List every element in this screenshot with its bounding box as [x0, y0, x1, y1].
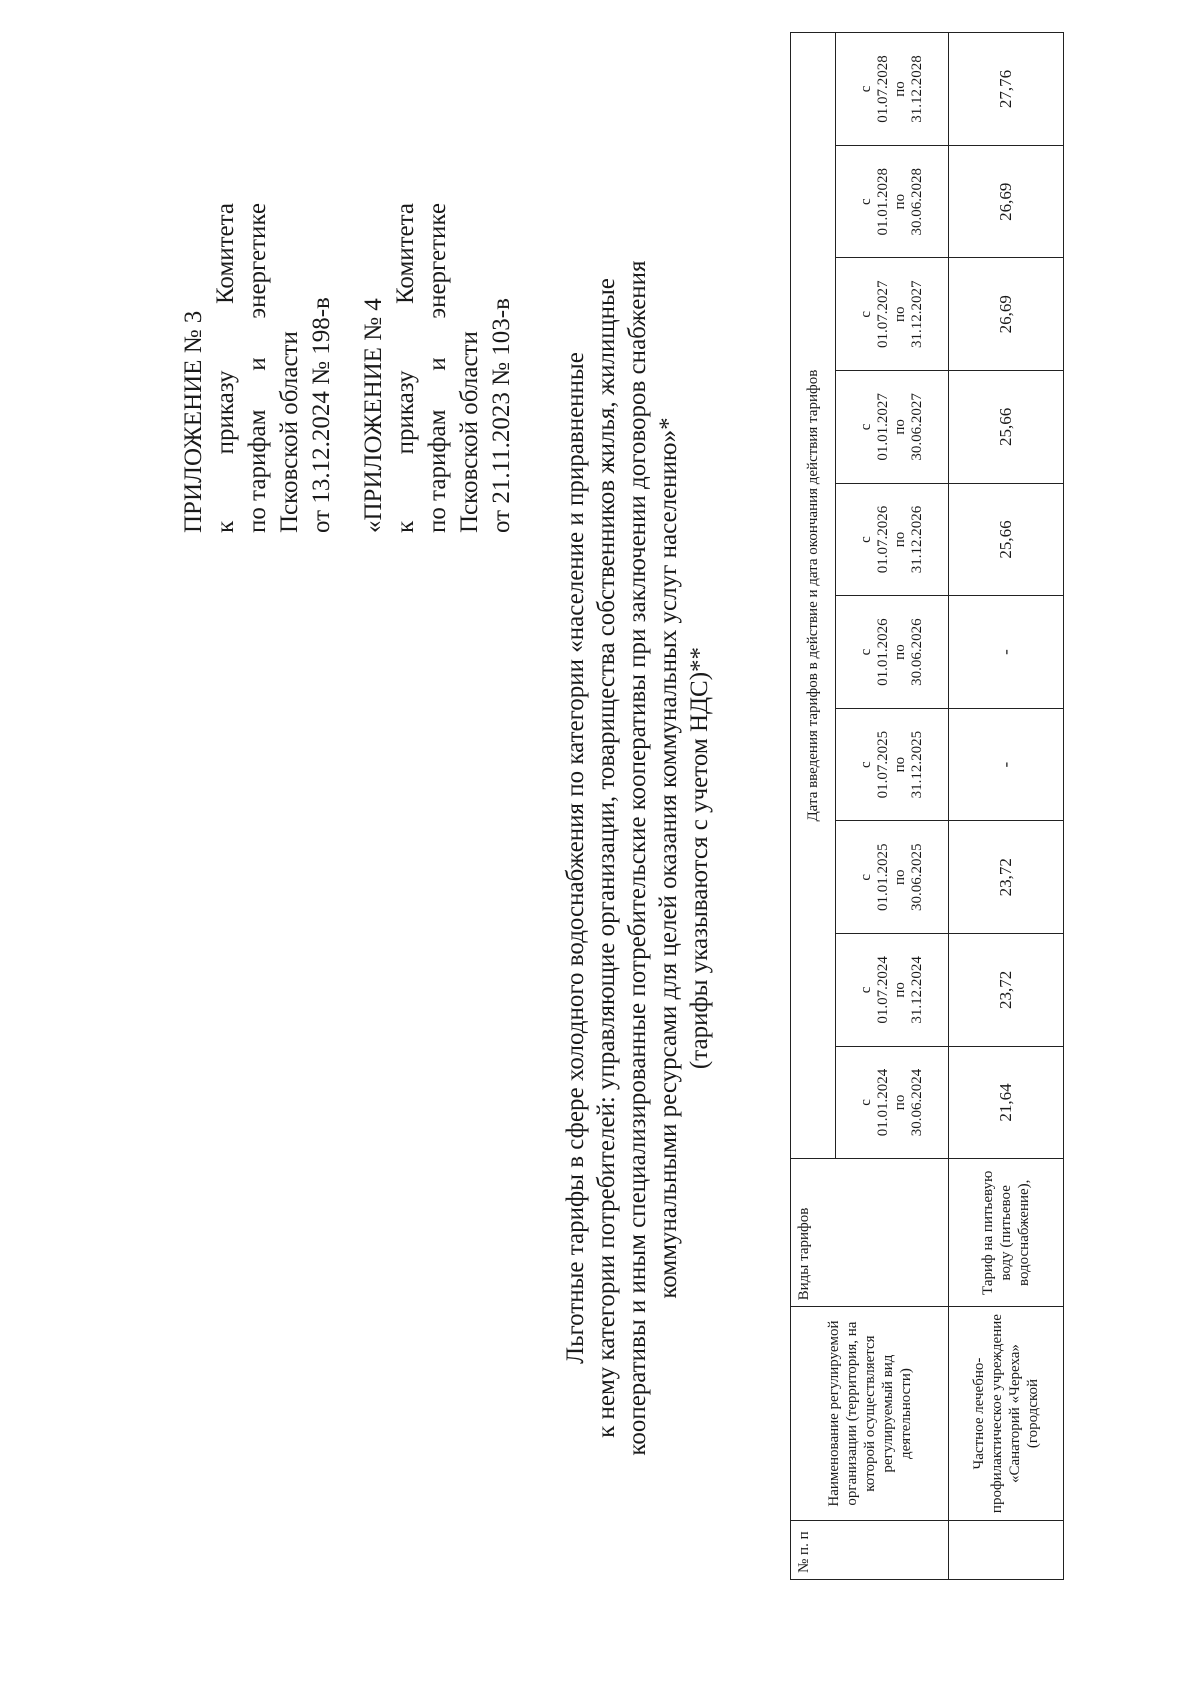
header-period: [836, 934, 949, 1047]
period-to: 31.12.2025: [909, 730, 925, 799]
header-period: [836, 1046, 949, 1159]
header-number: № п. п: [791, 1520, 949, 1579]
header-period: [836, 596, 949, 709]
period-from: 01.01.2025: [875, 843, 891, 911]
period-to: 31.12.2027: [909, 280, 925, 349]
period-from-word: с: [858, 85, 874, 93]
appendix-order-reference: от 13.12.2024 № 198-в: [308, 297, 335, 533]
period-from: 01.07.2025: [875, 730, 891, 799]
period-to-word: по: [892, 419, 908, 435]
period-from-word: с: [858, 310, 874, 318]
header-period: [836, 708, 949, 821]
period-to-word: по: [892, 982, 908, 998]
period-to: 30.06.2027: [909, 393, 925, 461]
title-line: кооперативы и иным специализированные потребительские кооперативы при заключении договоров снабжения: [624, 260, 651, 1456]
appendix-line: по тарифам и энергетике: [424, 203, 451, 533]
period-to: 30.06.2025: [909, 843, 925, 911]
period-to: 30.06.2028: [909, 167, 925, 236]
period-from: 01.01.2028: [875, 167, 891, 236]
period-to-word: по: [892, 306, 908, 323]
period-to-word: по: [892, 81, 908, 97]
header-period: [836, 145, 949, 258]
period-to-word: по: [892, 756, 908, 773]
period-to-word: по: [892, 644, 908, 660]
period-to: 31.12.2028: [909, 55, 925, 123]
cell-tariff-value: -: [949, 596, 1064, 709]
header-tariff-kind: Виды тарифов: [791, 1159, 949, 1307]
appendix-line: Псковской области: [456, 331, 483, 533]
appendix-line: к приказу Комитета: [212, 203, 239, 533]
period-from: 01.07.2027: [875, 280, 891, 349]
period-to: 31.12.2026: [909, 505, 925, 574]
title-line: Льготные тарифы в сфере холодного водоснабжения по категории «население и приравненные: [562, 352, 589, 1364]
title-line: к нему категории потребителей: управляющие организации, товарищества собственников жилья, жилищные: [593, 278, 620, 1438]
period-from: 01.01.2026: [875, 618, 891, 686]
table-row: [949, 33, 1064, 1580]
period-from: 01.07.2026: [875, 505, 891, 574]
period-from: 01.01.2024: [875, 1068, 891, 1137]
period-to-word: по: [892, 193, 908, 210]
appendix-line: к приказу Комитета: [392, 203, 419, 533]
period-to-word: по: [892, 1094, 908, 1111]
cell-tariff-value: 25,66: [949, 371, 1064, 484]
header-period: [836, 371, 949, 484]
period-to: 30.06.2026: [909, 618, 925, 686]
cell-tariff-value: 25,66: [949, 483, 1064, 596]
period-from-word: с: [858, 198, 874, 206]
appendix-order-reference: от 21.11.2023 № 103-в: [488, 298, 515, 533]
period-from: 01.07.2024: [875, 956, 891, 1024]
header-period: [836, 483, 949, 596]
period-to: 31.12.2024: [909, 956, 925, 1024]
period-to-word: по: [892, 869, 908, 886]
period-from-word: с: [858, 648, 874, 656]
period-to-word: по: [892, 531, 908, 548]
period-from-word: с: [858, 536, 874, 543]
tariff-table: [790, 32, 1064, 1580]
header-organization: Наименование регулируемой организации (территория, на которой осуществляется регулируемый вид деятельности): [791, 1307, 949, 1520]
appendix-heading: «ПРИЛОЖЕНИЕ № 4: [360, 298, 387, 533]
cell-tariff-value: 26,69: [949, 145, 1064, 258]
cell-tariff-value: 26,69: [949, 258, 1064, 371]
period-to: 30.06.2024: [909, 1068, 925, 1137]
cell-tariff-value: 21,64: [949, 1046, 1064, 1159]
period-from-word: с: [858, 423, 874, 431]
title-line: коммунальными ресурсами для целей оказания коммунальных услуг населению»*: [655, 417, 682, 1299]
appendix-header-current: [178, 203, 338, 533]
period-from: 01.01.2027: [875, 393, 891, 461]
period-from-word: с: [858, 761, 874, 768]
header-period-group: Дата введения тарифов в действие и дата окончания действия тарифов: [791, 33, 836, 1159]
document-title: [560, 138, 715, 1578]
title-line: (тарифы указываются с учетом НДС)**: [686, 646, 713, 1070]
cell-tariff-value: 23,72: [949, 821, 1064, 934]
cell-tariff-value: 27,76: [949, 33, 1064, 146]
cell-tariff-value: 23,72: [949, 934, 1064, 1047]
table-header-row: [791, 33, 836, 1580]
period-from: 01.07.2028: [875, 55, 891, 123]
appendix-header-previous: [358, 203, 518, 533]
cell-organization: Частное лечебно-профилактическое учреждение «Санаторий «Череха» (городской: [949, 1307, 1064, 1520]
cell-number: [949, 1520, 1064, 1579]
cell-tariff-kind: Тариф на питьевую воду (питьевое водоснабжение),: [949, 1159, 1064, 1307]
period-from-word: с: [858, 986, 874, 994]
appendix-line: Псковской области: [276, 331, 303, 533]
header-period: [836, 33, 949, 146]
appendix-line: по тарифам и энергетике: [244, 203, 271, 533]
header-period: [836, 258, 949, 371]
header-period: [836, 821, 949, 934]
appendix-heading: ПРИЛОЖЕНИЕ № 3: [180, 310, 207, 533]
period-from-word: с: [858, 1099, 874, 1106]
period-from-word: с: [858, 873, 874, 881]
cell-tariff-value: -: [949, 708, 1064, 821]
